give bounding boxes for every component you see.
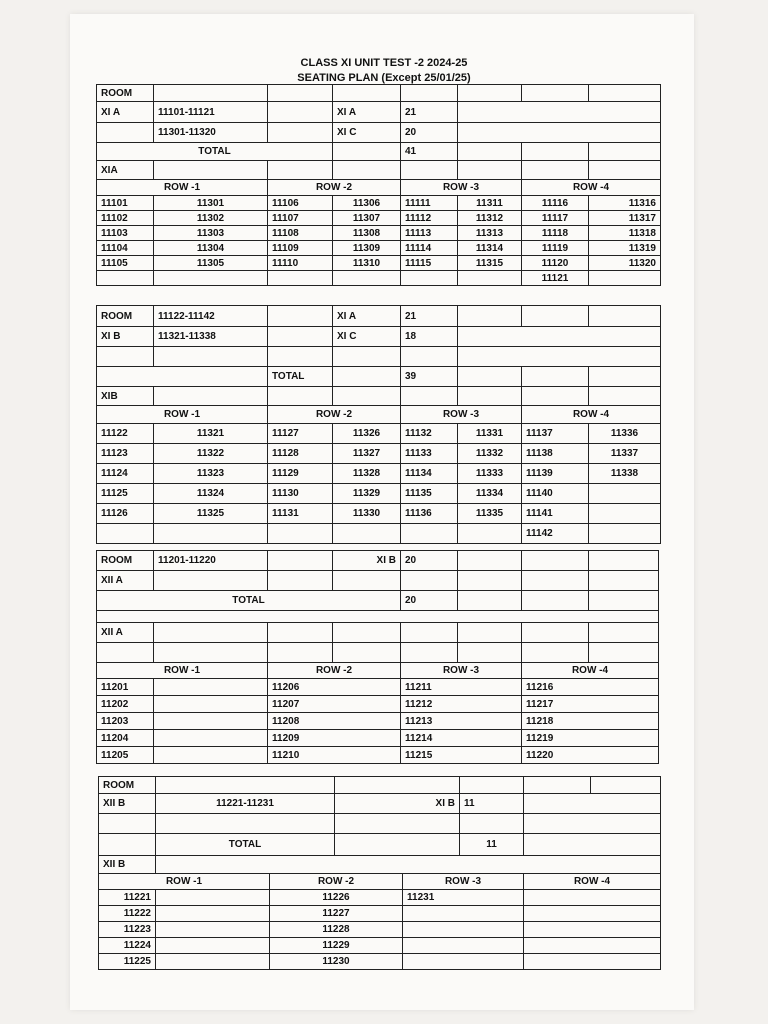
roll-cell: 11321 [154,424,268,444]
roll-cell: 11219 [522,730,659,747]
section-label: XIA [97,161,154,180]
roll-cell: 11124 [97,464,154,484]
table-row [97,504,661,524]
room-4-summary-table [98,776,661,970]
total-label: TOTAL [97,143,333,161]
roll-cell: 11328 [333,464,401,484]
roll-cell: 11324 [154,484,268,504]
table-row [99,906,661,922]
row-1-header: ROW -1 [97,663,268,679]
table-row [97,730,659,747]
section-label: XII A [97,623,154,643]
count-1: 21 [401,306,458,327]
table-row [97,696,659,713]
count-2: 18 [401,327,458,347]
roll-cell: 11204 [97,730,154,747]
count-2: 20 [401,123,458,143]
roll-cell: 11102 [97,211,154,226]
roll-cell: 11115 [401,256,458,271]
room-class-label: XII A [97,571,154,591]
roll-cell: 11206 [268,679,401,696]
roll-cell: 11331 [458,424,522,444]
class-2: XI C [333,327,401,347]
roll-cell: 11326 [333,424,401,444]
roll-cell: 11223 [99,922,156,938]
roll-cell: 11225 [99,954,156,970]
row-1-header: ROW -1 [97,180,268,196]
roll-cell: 11312 [458,211,522,226]
roll-cell: 11141 [522,504,589,524]
roll-cell: 11320 [589,256,661,271]
document-header [0,56,768,86]
roll-cell: 11228 [270,922,403,938]
table-row [99,922,661,938]
room-3-summary-table [96,550,659,764]
roll-cell: 11207 [268,696,401,713]
roll-cell: 11217 [522,696,659,713]
row-4-header: ROW -4 [522,663,659,679]
roll-range-1: 11101-11121 [154,102,268,123]
roll-cell: 11127 [268,424,333,444]
roll-cell: 11139 [522,464,589,484]
roll-cell: 11114 [401,241,458,256]
row-1-header: ROW -1 [97,406,268,424]
roll-cell: 11307 [333,211,401,226]
row-2-header: ROW -2 [268,663,401,679]
row-4-header: ROW -4 [522,406,661,424]
roll-cell: 11308 [333,226,401,241]
roll-cell: 11317 [589,211,661,226]
row-2-header: ROW -2 [268,180,401,196]
roll-cell: 11212 [401,696,522,713]
total-label: TOTAL [156,834,335,856]
roll-cell: 11333 [458,464,522,484]
roll-cell: 11303 [154,226,268,241]
roll-cell: 11335 [458,504,522,524]
total-label: TOTAL [268,367,333,387]
table-row [99,890,661,906]
roll-cell: 11304 [154,241,268,256]
table-row [97,211,661,226]
table-row [97,256,661,271]
room-class-label: XII B [99,794,156,814]
count-1: 21 [401,102,458,123]
roll-cell: 11221 [99,890,156,906]
total-value: 11 [460,834,524,856]
table-row [97,713,659,730]
roll-cell: 11332 [458,444,522,464]
table-row [97,464,661,484]
roll-cell: 11220 [522,747,659,764]
class-1: XI B [333,551,401,571]
roll-cell: 11129 [268,464,333,484]
roll-range-1: 11122-11142 [154,306,268,327]
table-row [97,444,661,464]
roll-cell: 11131 [268,504,333,524]
roll-cell: 11327 [333,444,401,464]
table-row [97,747,659,764]
roll-range-2: 11321-11338 [154,327,268,347]
class-1: XI B [335,794,460,814]
roll-cell: 11132 [401,424,458,444]
roll-cell: 11226 [270,890,403,906]
roll-cell: 11214 [401,730,522,747]
roll-cell: 11230 [270,954,403,970]
table-row [97,524,661,544]
roll-cell: 11202 [97,696,154,713]
roll-range-1: 11201-11220 [154,551,268,571]
total-value: 41 [401,143,458,161]
roll-cell: 11112 [401,211,458,226]
roll-cell: 11136 [401,504,458,524]
roll-cell: 11110 [268,256,333,271]
roll-cell: 11142 [522,524,589,544]
roll-cell: 11120 [522,256,589,271]
roll-range-2: 11301-11320 [154,123,268,143]
roll-cell: 11215 [401,747,522,764]
roll-cell: 11301 [154,196,268,211]
roll-cell: 11313 [458,226,522,241]
table-row [97,226,661,241]
roll-cell: 11216 [522,679,659,696]
roll-cell: 11330 [333,504,401,524]
roll-cell: 11126 [97,504,154,524]
roll-cell: 11336 [589,424,661,444]
roll-cell: 11314 [458,241,522,256]
row-3-header: ROW -3 [401,663,522,679]
room-label: ROOM [97,551,154,571]
roll-cell: 11208 [268,713,401,730]
class-1: XI A [333,306,401,327]
row-1-header: ROW -1 [99,874,270,890]
roll-cell: 11325 [154,504,268,524]
roll-cell: 11322 [154,444,268,464]
roll-cell: 11210 [268,747,401,764]
document-subtitle: SEATING PLAN (Except 25/01/25) [297,72,471,84]
table-row [97,424,661,444]
table-row [99,938,661,954]
class-2: XI C [333,123,401,143]
roll-cell: 11338 [589,464,661,484]
count-1: 11 [460,794,524,814]
roll-cell: 11137 [522,424,589,444]
table-row [97,484,661,504]
table-row [97,196,661,211]
roll-cell: 11108 [268,226,333,241]
roll-cell: 11107 [268,211,333,226]
room-label: ROOM [99,777,156,794]
roll-cell: 11138 [522,444,589,464]
roll-cell: 11337 [589,444,661,464]
roll-cell: 11121 [522,271,589,286]
roll-cell: 11218 [522,713,659,730]
section-label: XII B [99,856,156,874]
roll-cell: 11140 [522,484,589,504]
roll-cell: 11209 [268,730,401,747]
roll-cell: 11101 [97,196,154,211]
room-class-label: XI A [97,102,154,123]
total-label: TOTAL [97,591,401,611]
roll-cell: 11201 [97,679,154,696]
roll-cell: 11319 [589,241,661,256]
roll-cell: 11118 [522,226,589,241]
roll-cell: 11103 [97,226,154,241]
roll-cell: 11122 [97,424,154,444]
row-2-header: ROW -2 [268,406,401,424]
room-class-label: XI B [97,327,154,347]
roll-cell: 11227 [270,906,403,922]
section-label: XIB [97,387,154,406]
roll-cell: 11109 [268,241,333,256]
roll-cell: 11224 [99,938,156,954]
roll-cell: 11309 [333,241,401,256]
count-1: 20 [401,551,458,571]
roll-cell: 11134 [401,464,458,484]
roll-cell: 11222 [99,906,156,922]
roll-cell: 11135 [401,484,458,504]
roll-cell: 11125 [97,484,154,504]
roll-cell: 11305 [154,256,268,271]
table-row [99,954,661,970]
roll-cell: 11311 [458,196,522,211]
roll-cell: 11104 [97,241,154,256]
total-value: 20 [401,591,458,611]
roll-cell: 11130 [268,484,333,504]
room-label: ROOM [97,306,154,327]
roll-cell: 11128 [268,444,333,464]
roll-cell: 11205 [97,747,154,764]
roll-cell: 11334 [458,484,522,504]
roll-cell: 11315 [458,256,522,271]
roll-cell: 11302 [154,211,268,226]
roll-cell: 11105 [97,256,154,271]
roll-cell: 11119 [522,241,589,256]
row-4-header: ROW -4 [524,874,661,890]
row-3-header: ROW -3 [403,874,524,890]
roll-cell: 11306 [333,196,401,211]
total-value: 39 [401,367,458,387]
class-1: XI A [333,102,401,123]
document-title: CLASS XI UNIT TEST -2 2024-25 [300,57,468,69]
roll-cell: 11211 [401,679,522,696]
roll-cell: 11231 [403,890,524,906]
roll-range-1: 11221-11231 [156,794,335,814]
roll-cell: 11117 [522,211,589,226]
roll-cell: 11213 [401,713,522,730]
roll-cell: 11113 [401,226,458,241]
row-2-header: ROW -2 [270,874,403,890]
room-2-summary-table [96,305,661,544]
roll-cell: 11318 [589,226,661,241]
row-3-header: ROW -3 [401,180,522,196]
roll-cell: 11229 [270,938,403,954]
roll-cell: 11316 [589,196,661,211]
roll-cell: 11329 [333,484,401,504]
table-row [97,241,661,256]
table-row [97,271,661,286]
roll-cell: 11323 [154,464,268,484]
roll-cell: 11106 [268,196,333,211]
table-row [97,679,659,696]
roll-cell: 11123 [97,444,154,464]
room-1-summary-table [96,84,661,286]
roll-cell: 11116 [522,196,589,211]
roll-cell: 11310 [333,256,401,271]
roll-cell: 11111 [401,196,458,211]
row-4-header: ROW -4 [522,180,661,196]
room-label: ROOM [97,85,154,102]
roll-cell: 11133 [401,444,458,464]
row-3-header: ROW -3 [401,406,522,424]
roll-cell: 11203 [97,713,154,730]
